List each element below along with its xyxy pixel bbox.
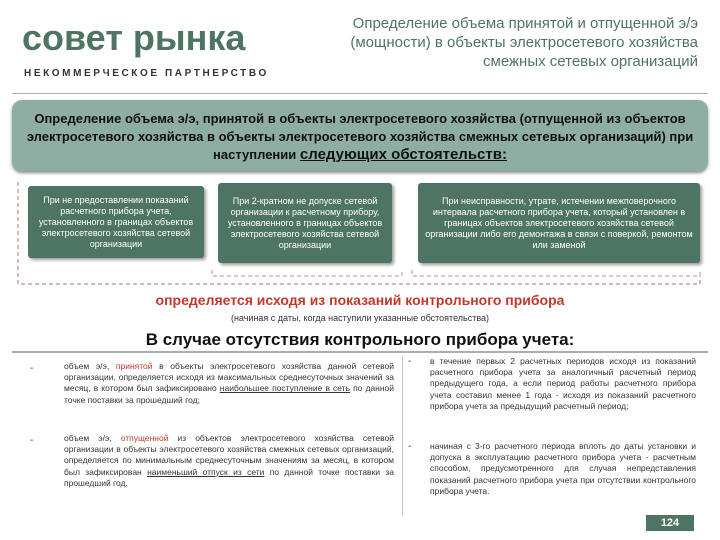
left-item-2-p3: по данной точке поставки за прошедший год. [64,466,394,488]
left-item-1-highlight: принятой [115,361,153,371]
left-item-1 [64,361,394,406]
left-item-1-underline: наибольшее поступление в сеть [219,383,351,394]
left-item-2-dash: - [30,435,34,446]
bracket-left [18,182,700,284]
left-item-1-p2: в объекты электросетевого хозяйства данной сетевой организации, определяется исходя из максимальных среднесуточных значений за месяц, в котором был зафиксировано [64,361,394,394]
logo-subtitle: НЕКОММЕРЧЕСКОЕ ПАРТНЕРСТВО [24,68,269,79]
right-item-1: в течение первых 2 расчетных периодов исходя из показаний расчетного прибора учета за аналогичный расчетный период предыдущего года, а если период работы расчетного прибора учета составил менее 1 года - исходя из показаний расчетного прибора учета за предыдущий расчетный период; [430,356,696,411]
condition-text-3: При неисправности, утрате, истечении межповерочного интервала расчетного прибора учета, который установлен в границах объектов электросетевого хозяйства сетевой организации либо его демонтажа в связи с поверкой, ремонтом или заменой [425,195,693,250]
right-item-2: начиная с 3-го расчетного периода вплоть до даты установки и допуска в эксплуатацию расчетного прибора учета - расчетным способом, предусмотренного для случая непредставления показаний расчетного прибора учета при отсутствии контрольного прибора учета. [430,441,696,496]
case-divider [12,351,708,353]
result-note: (начиная с даты, когда наступили указанные обстоятельства) [230,313,490,323]
right-item-1-dash: - [408,356,412,367]
left-item-1-p3: по данной точке поставки за прошедший год; [64,383,395,405]
condition-text-2: При 2-кратном не допуске сетевой организации к расчетному прибору, установленного в границах объектов электросетевого хозяйства сетевой организации [227,195,383,250]
right-item-2-dash: - [408,441,412,452]
column-separator [402,356,403,516]
result-text: определяется исходя из показаний контрольного прибора [155,292,565,308]
bracket-mid [212,270,402,276]
bracket-right [412,270,700,276]
left-item-2-p2: из объектов электросетевого хозяйства сетевой организации в объекты электросетевого хозяйства смежных сетевых организаций, определяется по минимальным среднесуточным значениям за месяц, в котором был зафиксирован [64,433,394,477]
slide-title: Определение объема принятой и отпущенной э/э (мощности) в объекты электросетевого хозяйства смежных сетевых организаций [350,15,698,70]
left-item-1-p1: объем э/э, [64,361,116,371]
condition-text-1: При не предоставлении показаний расчетного прибора учета, установленного в границах объектов электросетевого хозяйства сетевой организации [38,194,194,249]
logo: совет рынка [22,17,246,58]
left-item-2-underline: наименьший отпуск из сети [147,466,265,477]
case-title: В случае отсутствия контрольного прибора учета: [145,330,575,349]
left-item-2-highlight: отпущенной [120,433,169,443]
intro-body: Определение объема э/э, принятой в объекты электросетевого хозяйства (отпущенной из объектов электросетевого хозяйства в объекты электросетевого хозяйства смежных сетевых организаций) при наступлении [26,111,694,162]
left-item-2-p1: объем э/э, [64,433,121,443]
intro-emphasis: следующих обстоятельств: [299,146,507,163]
left-item-2 [64,433,394,489]
left-item-1-dash: - [30,363,34,374]
page-number: 124 [646,515,694,531]
